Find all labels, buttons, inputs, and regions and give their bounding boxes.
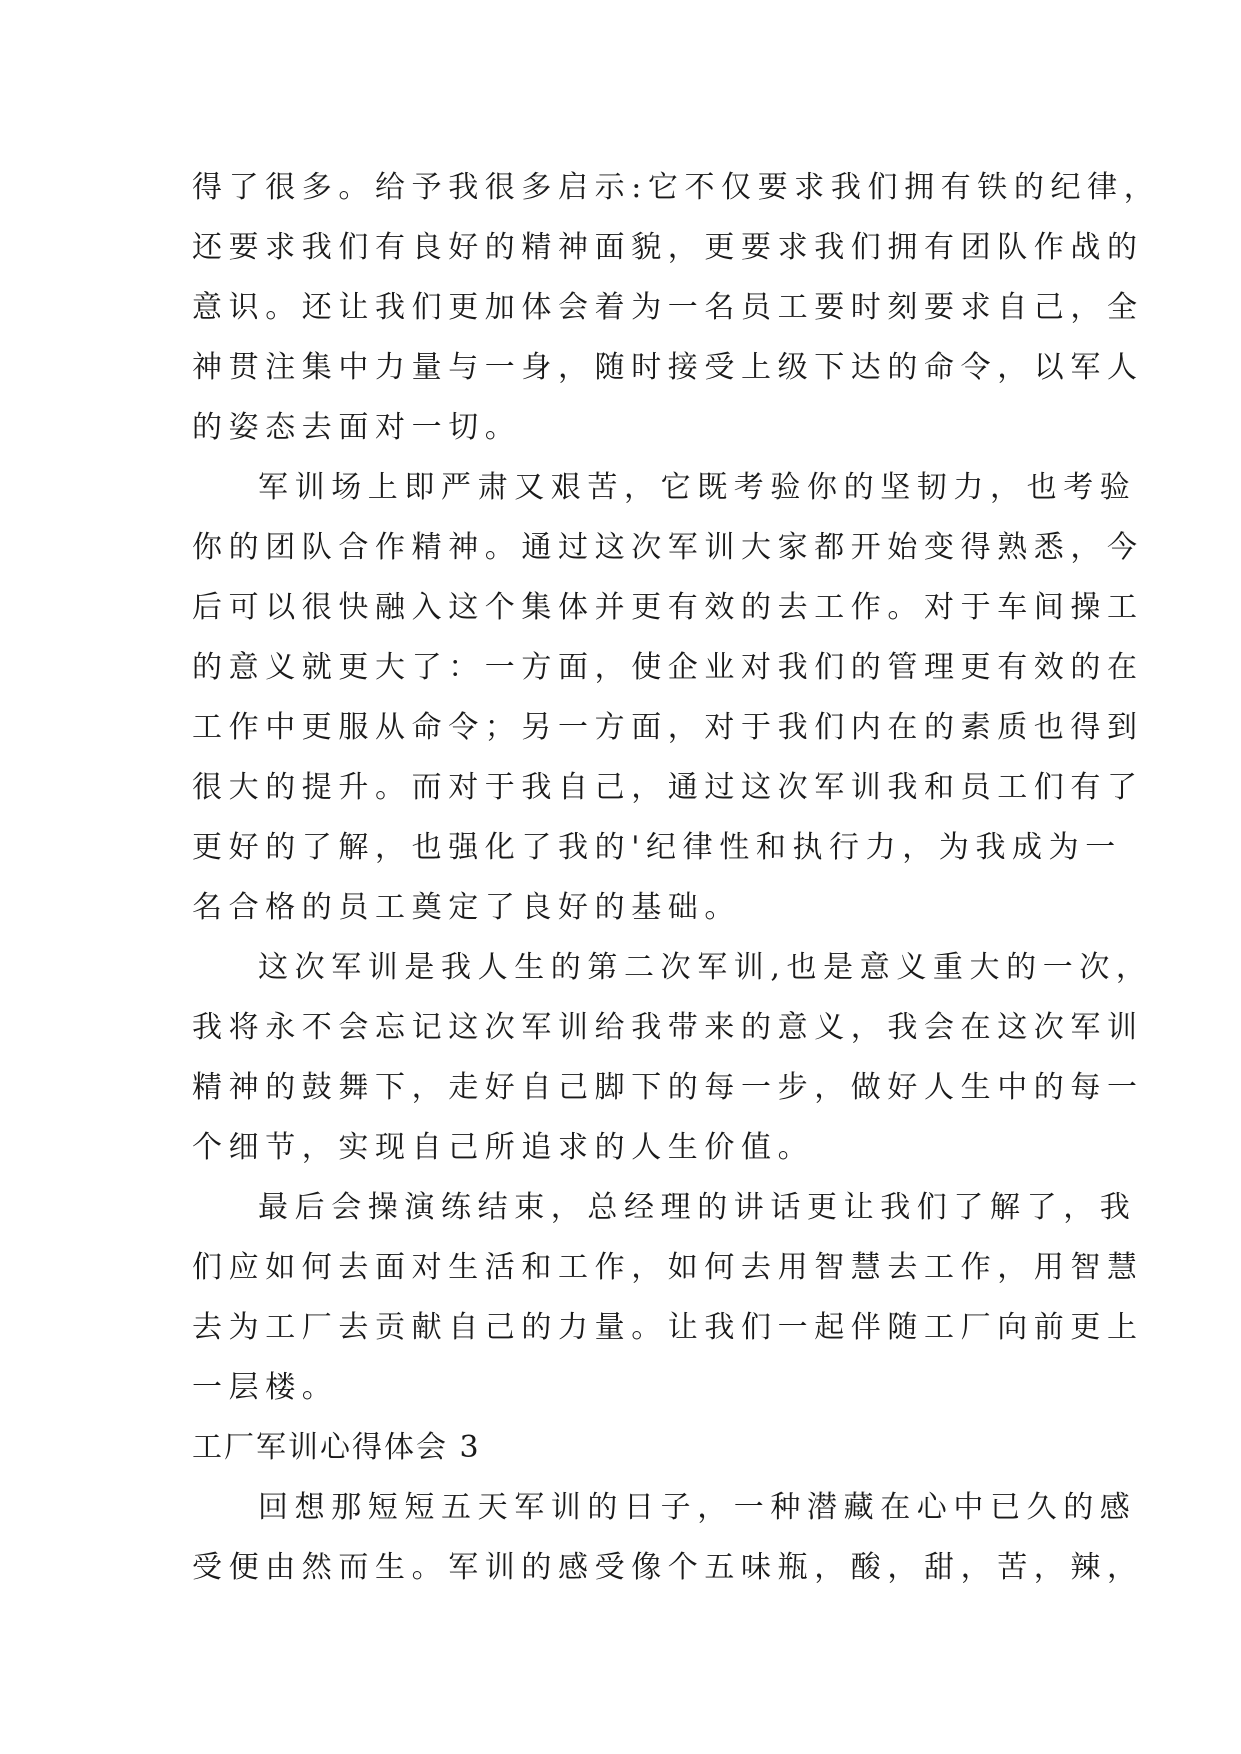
- text-line: 的姿态去面对一切。: [192, 410, 522, 445]
- text-line: 们应如何去面对生活和工作，如何去用智慧去工作，用智慧: [192, 1250, 1144, 1285]
- text-line: 神贯注集中力量与一身，随时接受上级下达的命令，以军人: [192, 350, 1144, 385]
- text-line: 我将永不会忘记这次军训给我带来的意义，我会在这次军训: [192, 1010, 1144, 1045]
- text-line: 精神的鼓舞下，走好自己脚下的每一步，做好人生中的每一: [192, 1070, 1144, 1105]
- text-line: 更好的了解，也强化了我的'纪律性和执行力，为我成为一: [192, 830, 1122, 865]
- document-page: [192, 158, 1161, 1598]
- text-line: 去为工厂去贡献自己的力量。让我们一起伴随工厂向前更上: [192, 1310, 1144, 1345]
- text-line: 工作中更服从命令；另一方面，对于我们内在的素质也得到: [192, 710, 1144, 745]
- text-line: 还要求我们有良好的精神面貌，更要求我们拥有团队作战的: [192, 230, 1144, 265]
- text-line: 意识。还让我们更加体会着为一名员工要时刻要求自己，全: [192, 290, 1144, 325]
- text-line: 得了很多。给予我很多启示:它不仅要求我们拥有铁的纪律，: [192, 170, 1161, 205]
- section-heading: 工厂军训心得体会 3: [192, 1430, 481, 1465]
- text-line: 受便由然而生。军训的感受像个五味瓶，酸，甜，苦，辣，: [192, 1550, 1144, 1585]
- text-line: 后可以很快融入这个集体并更有效的去工作。对于车间操工: [192, 590, 1144, 625]
- text-line: 个细节，实现自己所追求的人生价值。: [192, 1130, 815, 1165]
- text-line: 很大的提升。而对于我自己，通过这次军训我和员工们有了: [192, 770, 1144, 805]
- text-line: 你的团队合作精神。通过这次军训大家都开始变得熟悉，今: [192, 530, 1144, 565]
- text-line: 名合格的员工奠定了良好的基础。: [192, 890, 741, 925]
- text-line: 的意义就更大了：一方面，使企业对我们的管理更有效的在: [192, 650, 1144, 685]
- paragraph-first-line: 军训场上即严肃又艰苦，它既考验你的坚韧力，也考验: [258, 470, 1137, 505]
- paragraph-first-line: 回想那短短五天军训的日子，一种潜藏在心中已久的感: [258, 1490, 1137, 1525]
- paragraph-first-line: 最后会操演练结束，总经理的讲话更让我们了解了，我: [258, 1190, 1137, 1225]
- paragraph-first-line: 这次军训是我人生的第二次军训,也是意义重大的一次，: [258, 950, 1153, 985]
- text-line: 一层楼。: [192, 1370, 339, 1405]
